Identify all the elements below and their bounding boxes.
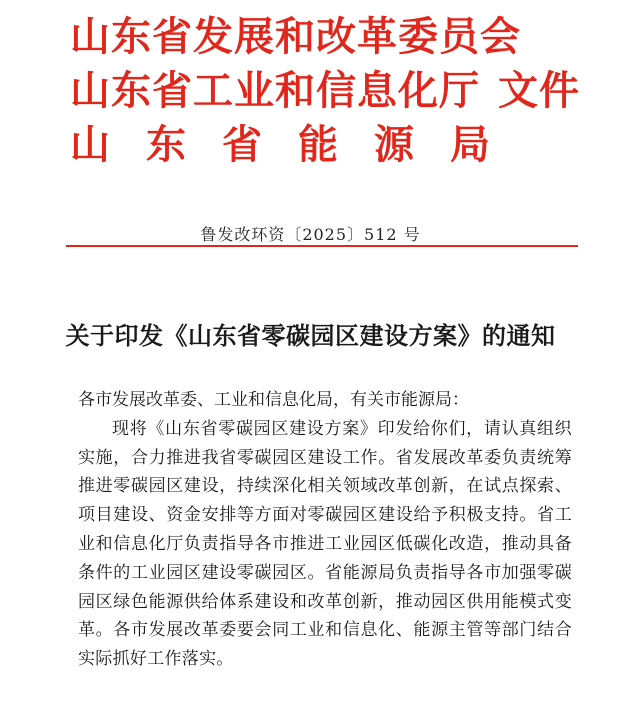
document-body [78, 386, 572, 674]
body-paragraph: 现将《山东省零碳园区建设方案》印发给你们，请认真组织实施，合力推进我省零碳园区建设工作。省发展改革委负责统筹推进零碳园区建设，持续深化相关领域改革创新，在试点探索、项目建设、资金安排等方面对零碳园区建设给予积极支持。省工业和信息化厅负责指导各市推进工业园区低碳化改造，推动具备条件的工业园区建设零碳园区。省能源局负责指导各市加强零碳园区绿色能源供给体系建设和改革创新，推动园区供用能模式变革。各市发展改革委要会同工业和信息化、能源主管等部门结合实际抓好工作落实。 [78, 418, 572, 670]
issuer-name: 山东省工业和信息化厅 [70, 68, 480, 114]
issuer-development-reform-commission [70, 10, 590, 64]
document-number: 鲁发改环资〔2025〕512 号 [200, 225, 421, 244]
issuer-energy-bureau [70, 118, 590, 172]
issuer-name: 山东省能源局 [70, 122, 526, 168]
document-word: 文件 [498, 68, 580, 114]
red-header [70, 10, 590, 172]
red-separator-line [66, 245, 578, 247]
issuer-industry-it-department [70, 64, 590, 118]
issuer-name: 山东省发展和改革委员会 [70, 14, 521, 60]
document-title: 关于印发《山东省零碳园区建设方案》的通知 [65, 321, 556, 350]
salutation: 各市发展改革委、工业和信息化局，有关市能源局： [78, 390, 469, 410]
